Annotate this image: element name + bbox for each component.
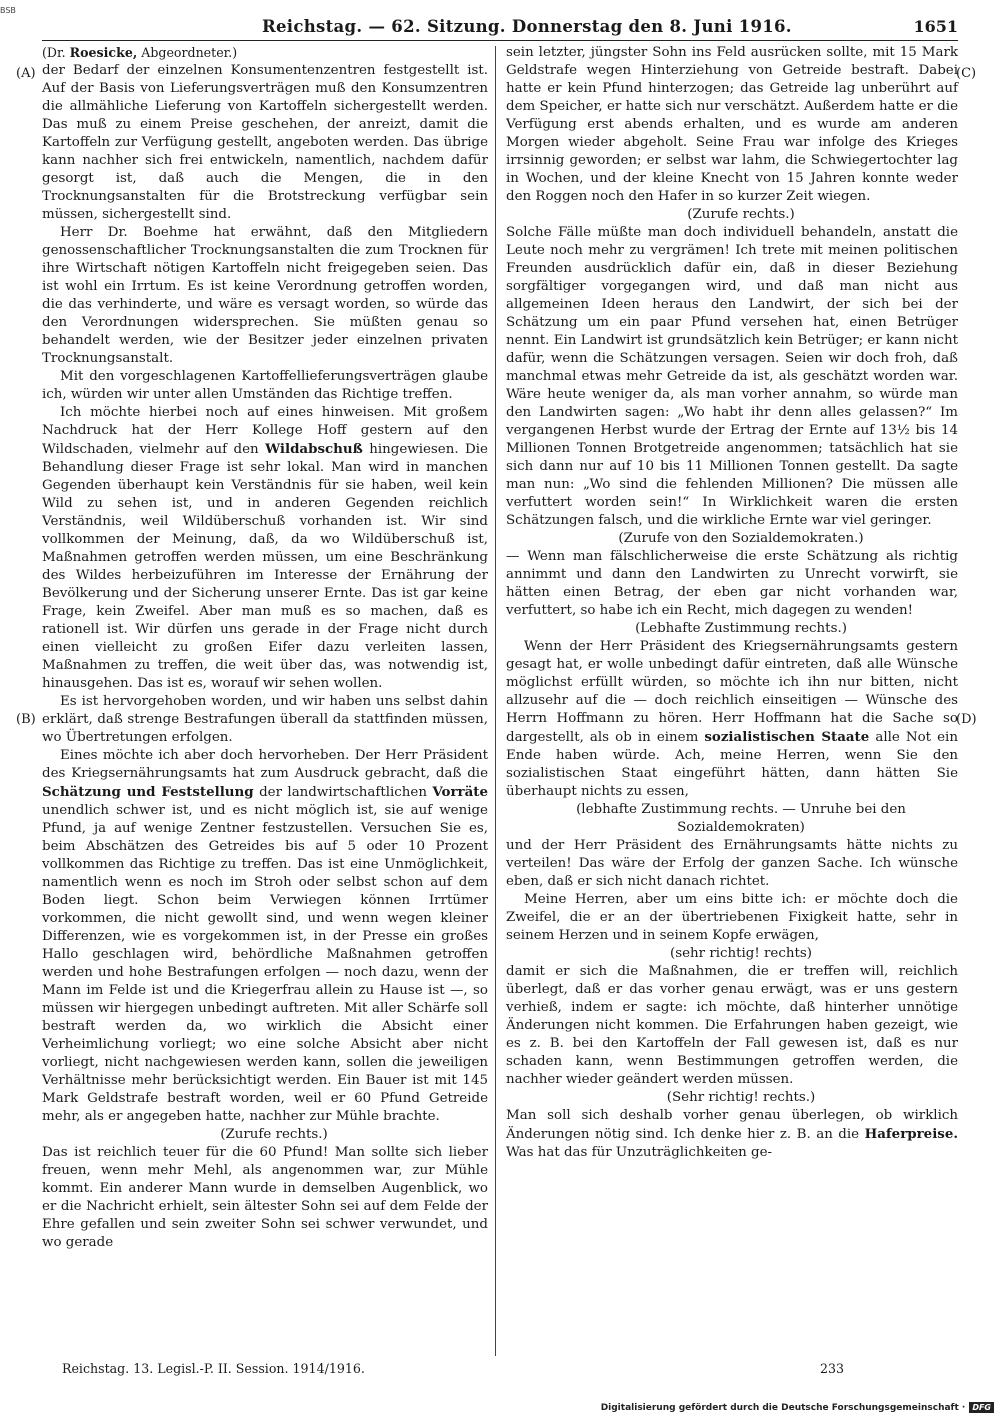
text-run: Man soll sich deshalb vorher genau überlegen, ob wirklich Änderungen nötig sind. Ich denke hier z. B. an die [506, 1108, 958, 1142]
paragraph [42, 404, 488, 693]
interjection: (Lebhafte Zustimmung rechts.) [635, 621, 847, 636]
paragraph: Solche Fälle müßte man doch individuell behandeln, anstatt die Leute noch mehr zu vergrämen! Ich trete mit meinen politischen Freunden ausdrücklich dafür ein, daß in dieser Beziehung sorgfältiger vorgegangen wird, und daß man nicht aus allgemeinen Ideen heraus den Landwirt, der sich bei der Schätzung um ein paar Pfund versehen hat, einen Betrüger nennt. Ein Landwirt ist grundsätzlich kein Betrüger; er kann nicht dafür, wenn die Schätzungen versagen. Seien wir doch froh, daß manchmal etwas mehr Getreide da ist, als geschätzt worden war. Wäre heute weniger da, als man vorher annahm, so würde man den Landwirten sagen: „Wo habt ihr denn alles gelassen?“ Im vergangenen Herbst wurde der Ertrag der Ernte auf 13½ bis 14 Millionen Tonnen Brotgetreide angenommen; tatsächlich hat sie sich dann nur auf 10 bis 11 Millionen Tonnen gestellt. Da sagte man nun: „Wo sind die fehlenden Millionen? Die müssen alle verfuttert worden sein!“ In Wirklichkeit waren die ersten Schätzungen falsch, und die wirkliche Ernte war viel geringer. [506, 225, 958, 528]
interjection: (Zurufe von den Sozialdemokraten.) [618, 531, 864, 546]
text-run: Eines möchte ich aber doch hervorheben. Der Herr Präsident des Kriegsernährungsamts hat zum Ausdruck gebracht, daß die [42, 748, 488, 781]
speaker-open: (Dr. [42, 45, 66, 60]
speaker-role: Abgeordneter.) [141, 45, 238, 60]
speaker-name: Roesicke, [69, 45, 138, 60]
paragraph [506, 638, 958, 801]
interjection: (sehr richtig! rechts) [670, 946, 812, 961]
column-divider [495, 46, 496, 1356]
paragraph: — Wenn man fälschlicherweise die erste Schätzung als richtig annimmt und dann den Landwirten zu Unrecht vorwirft, sie hätten einen Betrag, der eben gar nicht vorhanden war, verfuttert, so habe ich ein Recht, mich dagegen zu wenden! [506, 549, 958, 618]
bold-term: Vorräte [432, 784, 488, 800]
bold-term: Schätzung und Feststellung [42, 784, 254, 800]
page-header [42, 14, 958, 41]
interjection: (Sehr richtig! rechts.) [666, 1090, 816, 1105]
interjection: (lebhafte Zustimmung rechts. — Unruhe bei den [576, 802, 906, 817]
text-run: Wenn der Herr Präsident des Kriegsernährungsamts gestern gesagt hat, er wolle unbedingt dafür eintreten, daß alle Wünsche möglichst erfüllt würden, so möchte ich ihn nur bitten, nicht allzusehr auf die — doch reichlich einseitigen — Wünsche des Herrn Hoffmann zu hören. Herr Hoffmann hat die Sache so dargestellt, als ob in einem [506, 639, 958, 745]
page-number: 1651 [913, 17, 958, 36]
margin-marker-d: (D) [956, 712, 977, 727]
credit-text: Digitalisierung gefördert durch die Deutsche Forschungsgemeinschaft · [600, 1402, 966, 1413]
paragraph: und der Herr Präsident des Ernährungsamts hätte nichts zu verteilen! Das wäre der Erfolg der ganzen Sache. Ich wünsche eben, daß er sich nicht danach richtet. [506, 838, 958, 889]
paragraph: Meine Herren, aber um eins bitte ich: er möchte doch die Zweifel, die er an der übertriebenen Fixigkeit hatte, sehr in seinem Herzen und in seinem Kopfe erwägen, [506, 892, 958, 943]
paragraph: Es ist hervorgehoben worden, und wir haben uns selbst dahin erklärt, daß strenge Bestrafungen überall da stattfinden müssen, wo Übertretungen erfolgen. [42, 694, 488, 745]
digitization-credit [601, 1402, 994, 1413]
bold-term: sozialistischen Staate [704, 729, 870, 745]
paragraph: damit er sich die Maßnahmen, die er treffen will, reichlich überlegt, daß er das vorher genau erwägt, was er uns gestern verhieß, indem er sagte: ich möchte, daß hinterher unnötige Änderungen nicht kommen. Die Erfahrungen haben gezeigt, wie es z. B. bei den Kartoffeln der Fall gewesen ist, daß es nur schaden kann, wenn Bestimmungen getroffen werden, die nachher wieder geändert werden müssen. [506, 964, 958, 1087]
footer-publication: Reichstag. 13. Legisl.-P. II. Session. 1914/1916. [62, 1361, 365, 1376]
interjection: (Zurufe rechts.) [687, 207, 795, 222]
speaker-line [42, 44, 488, 62]
paragraph [42, 747, 488, 1126]
left-column [42, 44, 488, 1358]
text-run: unendlich schwer ist, und es nicht möglich ist, sie auf wenige Pfund, ja auf wenige Zentner festzustellen. Versuchen Sie es, beim Abschätzen des Getreides bis auf 5 oder 10 Prozent vollkommen das Richtige zu treffen. Das ist eine Unmöglichkeit, namentlich wenn es noch im Stroh oder selbst schon auf dem Boden liegt. Schon beim Verwiegen können Irrtümer vorkommen, die nicht gewollt sind, und wenn wegen kleiner Differenzen, wie es vorgekommen ist, in der Presse ein großes Hallo geschlagen wird, behördliche Maßnahmen getroffen werden und hohe Bestrafungen erfolgen — noch dazu, wenn der Mann im Felde ist und die Kriegerfrau allein zu Hause ist —, so müssen wir hiergegen unbedingt auftreten. Mit aller Schärfe soll bestraft werden da, wo wirklich die Absicht einer Verheimlichung vorliegt; wo eine solche Absicht aber nicht vorliegt, nicht nachgewiesen werden kann, sollen die jeweiligen Verhältnisse mehr berücksichtigt werden. Ein Bauer ist mit 145 Mark Geldstrafe bestraft worden, weil er 60 Pfund Getreide mehr, als er angegeben hatte, nachher zur Mühle brachte. [42, 803, 488, 1124]
text-run: Was hat das für Unzuträglichkeiten ge- [506, 1145, 773, 1160]
text-run: alle Not ein Ende haben würde. Ach, meine Herren, wenn Sie den sozialistischen Staat eingeführt hätten, dann hätten Sie überhaupt nichts zu essen, [506, 730, 958, 799]
right-column [506, 44, 958, 1358]
paragraph [506, 1107, 958, 1162]
paragraph: der Bedarf der einzelnen Konsumentenzentren festgestellt ist. Auf der Basis von Lieferungsverträgen muß den Konsumzentren die allmähliche Lieferung von Kartoffeln sichergestellt werden. Das muß zu einem Preise geschehen, der anreizt, damit die Kartoffeln zur Verfügung gestellt, angeboten werden. Das übrige kann nachher sich frei entwickeln, namentlich, nachdem dafür gesorgt ist, daß auch die Mengen, die in den Trocknungsanstalten für die Brotstreckung verfügbar sein müssen, sichergestellt sind. [42, 63, 488, 222]
margin-marker-c: (C) [956, 66, 977, 81]
footer-sheet-number: 233 [820, 1361, 845, 1376]
text-run: Ich möchte hierbei noch auf eines hinweisen. Mit großem Nachdruck hat der Herr Kollege Hoff gestern auf den Wildschaden, vielmehr auf den [42, 405, 488, 457]
paragraph: sein letzter, jüngster Sohn ins Feld ausrücken sollte, mit 15 Mark Geldstrafe wegen Hinterziehung von Getreide bestraft. Dabei hatte er kein Pfund hinterzogen; das Getreide lag unberührt auf dem Speicher, er hatte sich nur verschätzt. Außerdem hatte er die Verfügung erst abends erhalten, und es wurde am anderen Morgen wieder abgeholt. Seine Frau war infolge des Krieges irrsinnig geworden; er selbst war lahm, die Schwiegertochter lag in Wochen, und der kleine Knecht von 15 Jahren konnte weder den Roggen noch den Hafer in so kurzer Zeit wiegen. [506, 45, 958, 204]
interjection: (Zurufe rechts.) [220, 1127, 328, 1142]
running-title: Reichstag. — 62. Sitzung. Donnerstag den 8. Juni 1916. [262, 17, 792, 36]
text-run: der landwirtschaftlichen [259, 785, 427, 800]
margin-marker-a: (A) [16, 66, 36, 81]
bold-term: Wildabschuß [265, 441, 363, 457]
text-run: hingewiesen. Die Behandlung dieser Frage ist sehr lokal. Man wird in manchen Gegenden überhaupt kein Verständnis für sie haben, weil kein Wild zu sehen ist, und in anderen Gegenden reichlich Verständnis, weil Wildüberschuß vorhanden ist. Wir sind vollkommen der Meinung, daß, da wo Wildüberschuß ist, Maßnahmen getroffen werden müssen, um eine Beschränkung des Wildes herbeizuführen im Interesse der Ernährung der Bevölkerung und der Sicherung unserer Ernte. Das ist gar keine Frage, kein Zweifel. Aber man muß es so machen, daß es rationell ist. Wir dürfen uns gerade in der Frage nicht durch einen vielleicht zu großen Eifer dazu verleiten lassen, Maßnahmen zu treffen, die weit über das, was notwendig ist, hinausgehen. Das ist es, worauf wir sehen wollen. [42, 442, 488, 691]
paragraph: Das ist reichlich teuer für die 60 Pfund! Man sollte sich lieber freuen, wenn mehr Mehl, als angenommen war, zur Mühle kommt. Ein anderer Mann wurde in demselben Augenblick, wo er die Nachricht erhielt, sein ältester Sohn sei auf dem Felde der Ehre gefallen und sein zweiter Sohn sei schwer verwundet, und wo gerade [42, 1145, 488, 1250]
library-stamp: BSB [0, 6, 16, 15]
dfg-logo: DFG [969, 1402, 994, 1413]
bold-term: Haferpreise. [864, 1126, 959, 1142]
interjection: Sozialdemokraten) [677, 820, 805, 835]
margin-marker-b: (B) [16, 712, 36, 727]
paragraph: Herr Dr. Boehme hat erwähnt, daß den Mitgliedern genossenschaftlicher Trocknungsanstalten die zum Trocknen für ihre Wirtschaft nötigen Kartoffeln nicht freigegeben seien. Das ist wohl ein Irrtum. Es ist keine Verordnung getroffen worden, die das verhinderte, und wäre es versagt worden, so würde das den Verordnungen widersprechen. Sie müßten genau so behandelt werden, wie der Besitzer jeder einzelnen privaten Trocknungsanstalt. [42, 225, 488, 366]
paragraph: Mit den vorgeschlagenen Kartoffellieferungsverträgen glaube ich, würden wir unter allen Umständen das Richtige treffen. [42, 369, 488, 402]
text-columns [42, 44, 958, 1358]
